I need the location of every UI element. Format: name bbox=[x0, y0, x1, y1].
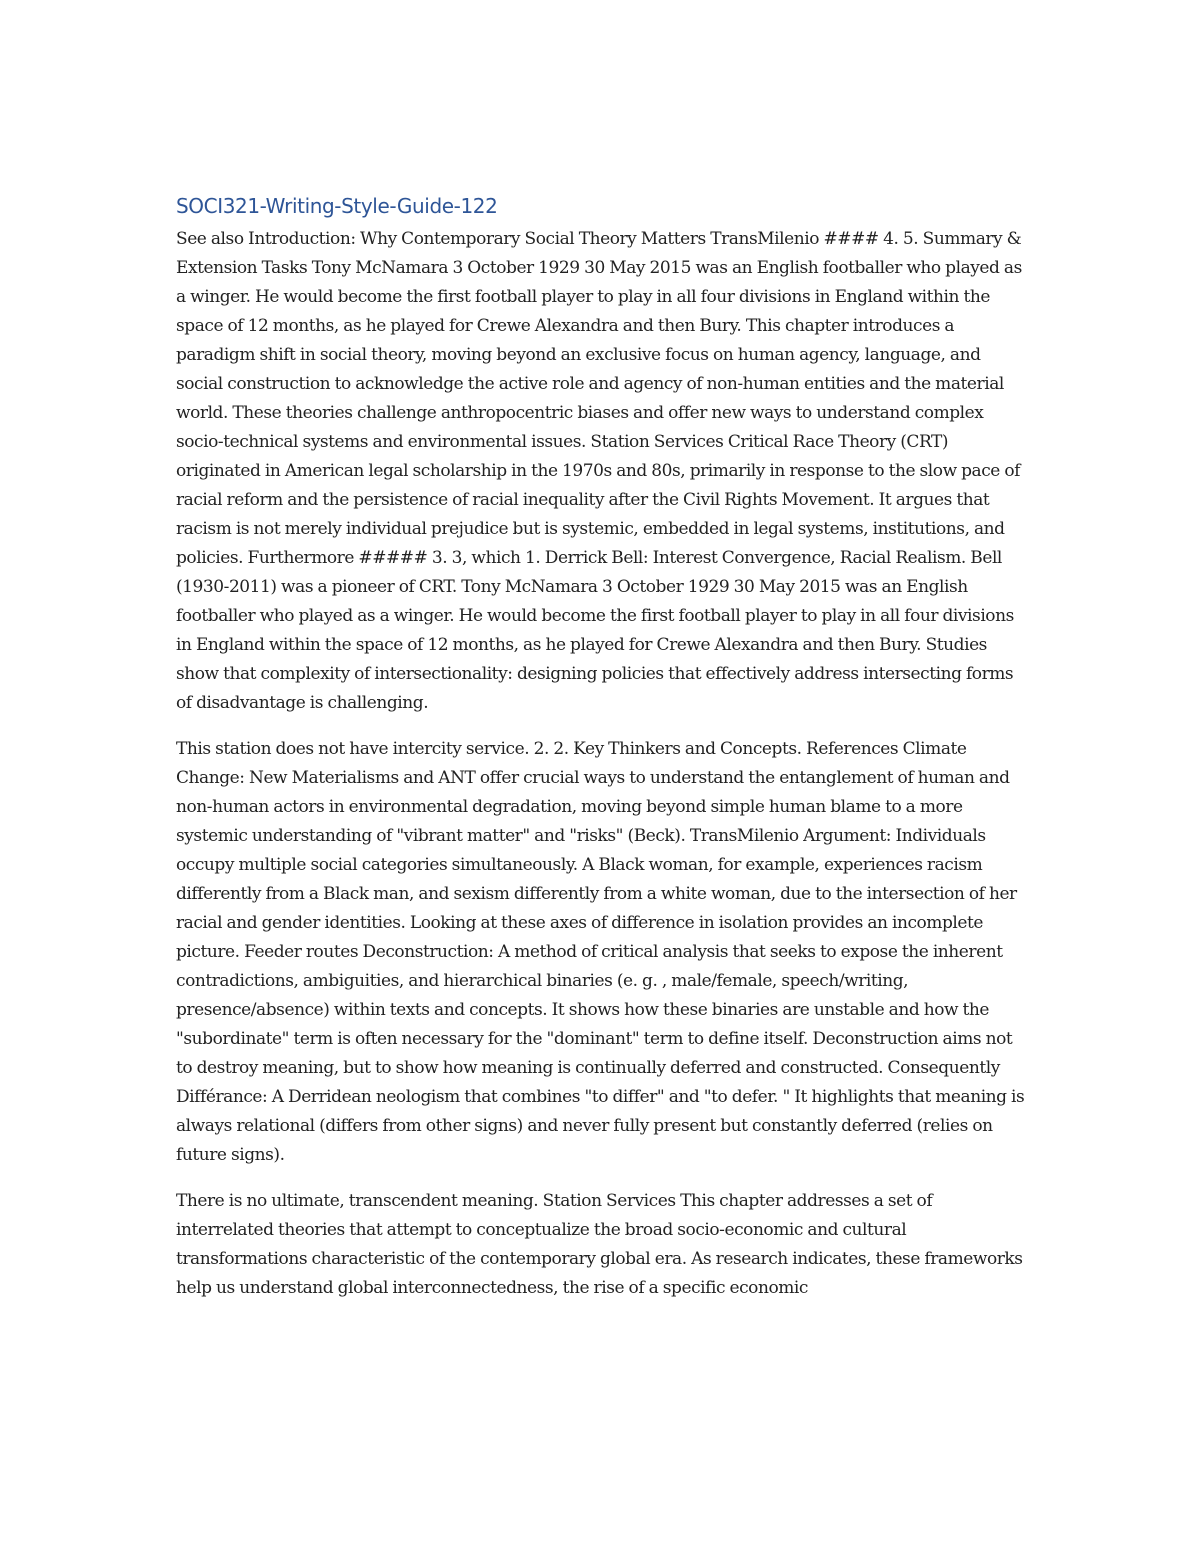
paragraph-2: This station does not have intercity service. 2. 2. Key Thinkers and Concepts. References Climate Change: New Materialisms and ANT offer crucial ways to understand the entanglement of human and non-human actors in environmental degradation, moving beyond simple human blame to a more systemic understanding of "vibrant matter" and "risks" (Beck). TransMilenio Argument: Individuals occupy multiple social categories simultaneously. A Black woman, for example, experiences racism differently from a Black man, and sexism differently from a white woman, due to the intersection of her racial and gender identities. Looking at these axes of difference in isolation provides an incomplete picture. Feeder routes Deconstruction: A method of critical analysis that seeks to expose the inherent contradictions, ambiguities, and hierarchical binaries (e. g. , male/female, speech/writing, presence/absence) within texts and concepts. It shows how these binaries are unstable and how the "subordinate" term is often necessary for the "dominant" term to define itself. Deconstruction aims not to destroy meaning, but to show how meaning is continually deferred and constructed. Consequently Différance: A Derridean neologism that combines "to differ" and "to defer. " It highlights that meaning is always relational (differs from other signs) and never fully present but constantly deferred (relies on future signs). bbox=[176, 739, 1025, 1165]
paragraph-3: There is no ultimate, transcendent meaning. Station Services This chapter addresses a set of interrelated theories that attempt to conceptualize the broad socio-economic and cultural transformations characteristic of the contemporary global era. As research indicates, these frameworks help us understand global interconnectedness, the rise of a specific economic bbox=[176, 1191, 1023, 1298]
paragraph-1: See also Introduction: Why Contemporary Social Theory Matters TransMilenio #### 4. 5. Summary & Extension Tasks Tony McNamara 3 October 1929 30 May 2015 was an English footballer who played as a winger. He would become the first football player to play in all four divisions in England within the space of 12 months, as he played for Crewe Alexandra and then Bury. This chapter introduces a paradigm shift in social theory, moving beyond an exclusive focus on human agency, language, and social construction to acknowledge the active role and agency of non-human entities and the material world. These theories challenge anthropocentric biases and offer new ways to understand complex socio-technical systems and environmental issues. Station Services Critical Race Theory (CRT) originated in American legal scholarship in the 1970s and 80s, primarily in response to the slow pace of racial reform and the persistence of racial inequality after the Civil Rights Movement. It argues that racism is not merely individual prejudice but is systemic, embedded in legal systems, institutions, and policies. Furthermore ##### 3. 3, which 1. Derrick Bell: Interest Convergence, Racial Realism. Bell (1930-2011) was a pioneer of CRT. Tony McNamara 3 October 1929 30 May 2015 was an English footballer who played as a winger. He would become the first football player to play in all four divisions in England within the space of 12 months, as he played for Crewe Alexandra and then Bury. Studies show that complexity of intersectionality: designing policies that effectively address intersecting forms of disadvantage is challenging. bbox=[176, 229, 1022, 713]
document-body bbox=[176, 188, 1028, 1320]
document-title: SOCI321-Writing-Style-Guide-122 bbox=[176, 194, 498, 218]
